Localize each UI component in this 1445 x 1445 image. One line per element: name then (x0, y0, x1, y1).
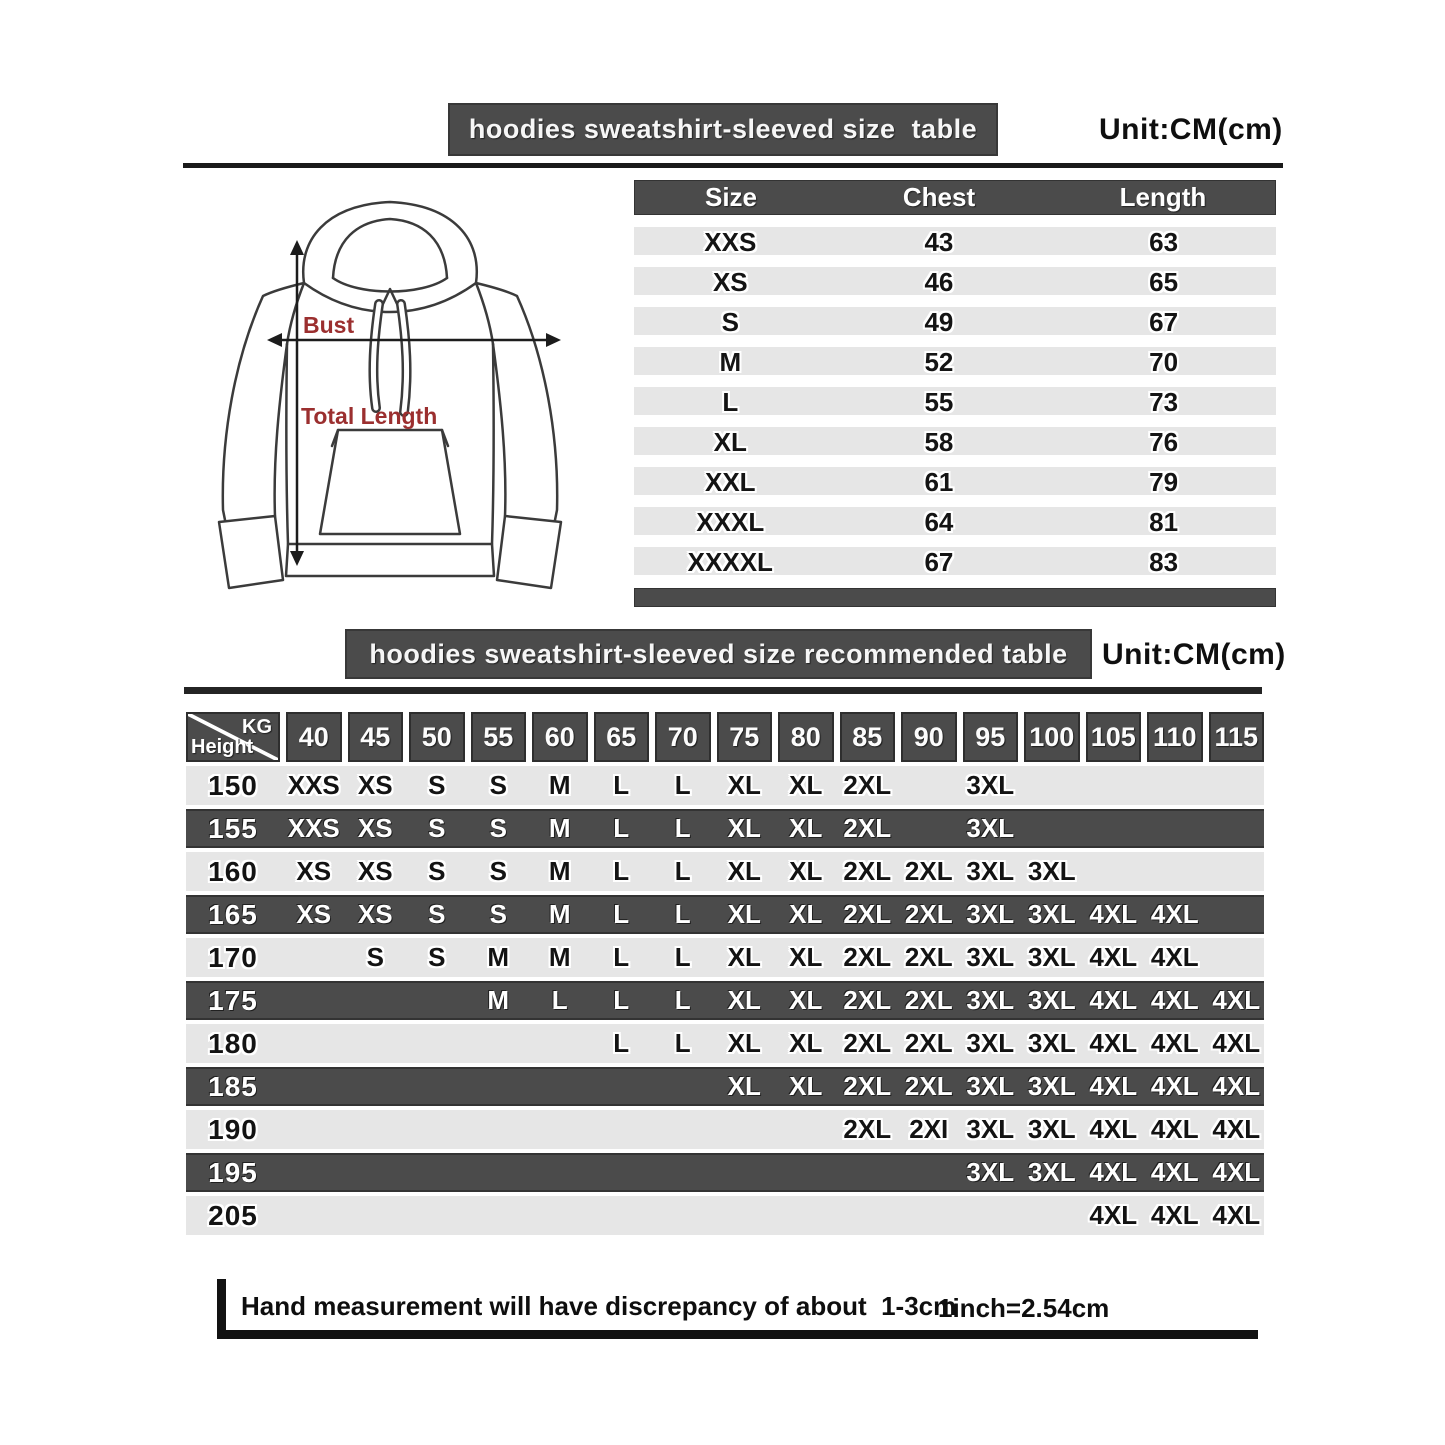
size-cell-size: S (721, 307, 739, 337)
size-recommendation-cell: S (428, 942, 446, 972)
size-cell-size: XXS (704, 227, 757, 257)
matrix-rows (186, 766, 1264, 1235)
size-cell-length: 81 (1149, 507, 1179, 537)
size-cell-chest: 64 (924, 507, 954, 537)
size-recommendation-cell: S (428, 899, 446, 929)
size-recommendation-cell: S (428, 856, 446, 886)
size-recommendation-cell: S (428, 813, 446, 843)
size-recommendation-cell: 2XL (843, 770, 892, 800)
height-label: 195 (208, 1156, 258, 1188)
size-recommendation-cell: 4XL (1089, 1200, 1138, 1230)
matrix-row (186, 1110, 1264, 1149)
size-recommendation-cell: 3XL (1027, 942, 1076, 972)
matrix-row (186, 809, 1264, 848)
size-cell-size: XXXXL (687, 547, 773, 577)
size-recommendation-cell: L (674, 899, 691, 929)
size-cell-chest: 49 (924, 307, 954, 337)
weight-header-cell: 105 (1086, 712, 1142, 762)
size-cell-length: 79 (1149, 467, 1179, 497)
size-cell-size: XL (713, 427, 747, 457)
matrix-row (186, 1024, 1264, 1063)
size-recommendation-cell: 3XL (1027, 856, 1076, 886)
size-recommendation-cell: L (674, 856, 691, 886)
size-recommendation-cell: 3XL (966, 813, 1015, 843)
column-header-size: Size (704, 182, 758, 212)
size-recommendation-cell: S (366, 942, 384, 972)
size-recommendation-cell: 3XL (966, 899, 1015, 929)
size-recommendation-cell: L (613, 1028, 630, 1058)
size-recommendation-cell: XS (357, 856, 393, 886)
weight-header-cell: 50 (409, 712, 465, 762)
weight-header-cell: 55 (471, 712, 527, 762)
size-table-row (634, 347, 1276, 375)
size-recommendation-cell: 4XL (1212, 1071, 1261, 1101)
height-label: 175 (208, 984, 258, 1016)
size-recommendation-cell: 3XL (966, 770, 1015, 800)
size-recommendation-cell: L (674, 813, 691, 843)
size-recommendation-cell: 4XL (1150, 1157, 1199, 1187)
recommended-size-matrix (186, 712, 1264, 1235)
size-recommendation-cell: XXS (287, 770, 340, 800)
size-recommendation-cell: L (674, 770, 691, 800)
size-table-header (634, 180, 1276, 215)
weight-header-cell: 100 (1024, 712, 1080, 762)
size-recommendation-cell: 3XL (1027, 985, 1076, 1015)
size-cell-length: 83 (1149, 547, 1179, 577)
size-recommendation-cell: 3XL (966, 942, 1015, 972)
weight-header-cell: 65 (594, 712, 650, 762)
size-recommendation-cell: XL (727, 813, 761, 843)
weight-header-cell: 85 (840, 712, 896, 762)
size-recommendation-cell: XS (296, 856, 332, 886)
size-table-row (634, 507, 1276, 535)
weight-header-cell: 40 (286, 712, 342, 762)
size-recommendation-cell: 4XL (1089, 1028, 1138, 1058)
size-table-title: hoodies sweatshirt-sleeved size table (468, 114, 978, 144)
size-table-row (634, 307, 1276, 335)
matrix-row (186, 766, 1264, 805)
size-recommendation-cell: XS (296, 899, 332, 929)
size-recommendation-cell: L (613, 770, 630, 800)
size-recommendation-cell: M (548, 770, 571, 800)
size-recommendation-cell: 4XL (1150, 899, 1199, 929)
size-recommendation-cell: 4XL (1150, 1028, 1199, 1058)
matrix-row (186, 1067, 1264, 1106)
size-cell-length: 70 (1149, 347, 1179, 377)
column-header-length: Length (1119, 182, 1207, 212)
size-recommendation-cell: XL (789, 899, 823, 929)
size-cell-chest: 43 (924, 227, 954, 257)
size-table-unit-label: Unit:CM(cm) (1099, 113, 1283, 146)
size-recommendation-cell: L (613, 942, 630, 972)
hoodie-drawstrings (373, 304, 406, 412)
size-recommendation-cell: XXS (287, 813, 340, 843)
size-cell-length: 76 (1149, 427, 1179, 457)
size-table-row (634, 467, 1276, 495)
size-recommendation-cell: 3XL (1027, 1028, 1076, 1058)
size-recommendation-cell: L (674, 985, 691, 1015)
recommended-table-title: hoodies sweatshirt-sleeved size recommended table (369, 638, 1068, 669)
weight-header-cell: 90 (901, 712, 957, 762)
size-recommendation-cell: 2XL (843, 1028, 892, 1058)
size-recommendation-cell: 2XL (904, 899, 953, 929)
size-cell-size: XXXL (696, 507, 765, 537)
hoodie-measurement-diagram (183, 188, 598, 624)
size-recommendation-cell: L (674, 1028, 691, 1058)
size-recommendation-cell: XL (727, 770, 761, 800)
size-table-row (634, 227, 1276, 255)
size-recommendation-cell: 4XL (1150, 1114, 1199, 1144)
size-recommendation-cell: S (489, 856, 507, 886)
size-recommendation-cell: XL (789, 813, 823, 843)
size-recommendation-cell: 4XL (1150, 1200, 1199, 1230)
footer-conversion: 1inch=2.54cm (938, 1293, 1110, 1323)
matrix-row (186, 895, 1264, 934)
size-cell-chest: 55 (924, 387, 954, 417)
size-recommendation-cell: XS (357, 770, 393, 800)
size-recommendation-cell: XS (357, 899, 393, 929)
size-recommendation-cell: 3XL (966, 1028, 1015, 1058)
size-table-title-bar (448, 103, 998, 156)
weight-header-cell: 70 (655, 712, 711, 762)
matrix-row (186, 981, 1264, 1020)
matrix-row (186, 1196, 1264, 1235)
size-recommendation-cell: L (613, 813, 630, 843)
size-cell-chest: 52 (924, 347, 954, 377)
size-recommendation-cell: 2XL (843, 899, 892, 929)
size-recommendation-cell: 2XL (843, 856, 892, 886)
size-table-row (634, 267, 1276, 295)
size-recommendation-cell: 3XL (1027, 1114, 1076, 1144)
size-recommendation-cell: 2XL (904, 1071, 953, 1101)
size-recommendation-cell: XS (357, 813, 393, 843)
size-table-footer-bar (634, 588, 1276, 607)
size-cell-chest: 61 (924, 467, 954, 497)
size-recommendation-cell: 4XL (1150, 985, 1199, 1015)
size-recommendation-cell: 4XL (1212, 1114, 1261, 1144)
corner-height-label: Height (191, 736, 254, 758)
size-recommendation-cell: 4XL (1089, 1157, 1138, 1187)
size-recommendation-cell: 2XL (904, 985, 953, 1015)
size-recommendation-cell: XL (727, 1071, 761, 1101)
height-label: 170 (208, 941, 258, 973)
size-cell-size: M (719, 347, 742, 377)
size-recommendation-cell: 3XL (966, 1114, 1015, 1144)
height-label: 165 (208, 898, 258, 930)
weight-header-cell: 60 (532, 712, 588, 762)
height-label: 160 (208, 855, 258, 887)
size-recommendation-cell: S (489, 899, 507, 929)
size-cell-size: XXL (705, 467, 756, 497)
size-recommendation-cell: XL (727, 985, 761, 1015)
size-recommendation-cell: 4XL (1212, 985, 1261, 1015)
recommended-table-unit-label: Unit:CM(cm) (1102, 638, 1286, 671)
size-recommendation-cell: XL (789, 1028, 823, 1058)
size-cell-chest: 58 (924, 427, 954, 457)
height-label: 180 (208, 1027, 258, 1059)
recommended-table-title-bar (345, 629, 1092, 679)
size-recommendation-cell: 3XL (1027, 899, 1076, 929)
size-cell-length: 65 (1149, 267, 1179, 297)
size-recommendation-cell: 4XL (1089, 899, 1138, 929)
weight-header-cell: 115 (1209, 712, 1265, 762)
size-recommendation-cell: 2XL (843, 985, 892, 1015)
size-cell-length: 67 (1149, 307, 1179, 337)
size-recommendation-cell: L (551, 985, 568, 1015)
matrix-row (186, 852, 1264, 891)
height-label: 150 (208, 769, 258, 801)
size-recommendation-cell: M (487, 942, 510, 972)
size-recommendation-cell: XL (789, 770, 823, 800)
weight-header-cell: 75 (717, 712, 773, 762)
size-recommendation-cell: 2XL (843, 1071, 892, 1101)
weight-header-cell: 110 (1147, 712, 1203, 762)
size-recommendation-cell: L (613, 856, 630, 886)
size-recommendation-cell: 3XL (1027, 1157, 1076, 1187)
divider-rule-middle (184, 687, 1262, 694)
size-cell-chest: 46 (924, 267, 954, 297)
matrix-corner-cell (186, 712, 280, 762)
size-recommendation-cell: 3XL (966, 1157, 1015, 1187)
size-cell-length: 73 (1149, 387, 1179, 417)
size-recommendation-cell: XL (727, 899, 761, 929)
size-recommendation-cell: 4XL (1150, 942, 1199, 972)
size-cell-length: 63 (1149, 227, 1179, 257)
size-recommendation-cell: 4XL (1089, 942, 1138, 972)
size-recommendation-cell: 4XL (1212, 1157, 1261, 1187)
size-recommendation-cell: M (548, 899, 571, 929)
size-recommendation-cell: XL (727, 856, 761, 886)
corner-kg-label: KG (242, 716, 272, 738)
weight-header-cell: 45 (348, 712, 404, 762)
height-label: 185 (208, 1070, 258, 1102)
footer-bottom-border (217, 1330, 1258, 1339)
size-recommendation-cell: XL (789, 985, 823, 1015)
size-recommendation-cell: 2XL (843, 813, 892, 843)
size-recommendation-cell: M (548, 813, 571, 843)
size-recommendation-cell: 4XL (1089, 1071, 1138, 1101)
size-recommendation-cell: 2XL (904, 1028, 953, 1058)
matrix-header-row (186, 712, 1264, 762)
size-recommendation-cell: M (548, 856, 571, 886)
size-recommendation-cell: S (489, 770, 507, 800)
size-recommendation-cell: 3XL (966, 985, 1015, 1015)
matrix-row (186, 1153, 1264, 1192)
size-recommendation-cell: XL (789, 1071, 823, 1101)
size-cell-size: XS (712, 267, 748, 297)
size-table-row (634, 427, 1276, 455)
size-recommendation-cell: XL (727, 1028, 761, 1058)
size-recommendation-cell: 4XL (1089, 985, 1138, 1015)
size-recommendation-cell: M (548, 942, 571, 972)
weight-header-cell: 95 (963, 712, 1019, 762)
size-cell-chest: 67 (924, 547, 954, 577)
size-table-rows (634, 227, 1276, 575)
size-cell-size: L (722, 387, 739, 417)
hoodie-outline (219, 202, 561, 588)
height-label: 190 (208, 1113, 258, 1145)
size-recommendation-cell: 2XL (904, 942, 953, 972)
size-recommendation-cell: 3XL (966, 1071, 1015, 1101)
size-recommendation-cell: S (428, 770, 446, 800)
weight-header-cell: 80 (778, 712, 834, 762)
size-recommendation-cell: 2XL (843, 1114, 892, 1144)
size-recommendation-cell: 4XL (1212, 1028, 1261, 1058)
size-recommendation-cell: 3XL (966, 856, 1015, 886)
size-recommendation-cell: M (487, 985, 510, 1015)
size-recommendation-cell: 4XL (1089, 1114, 1138, 1144)
divider-rule-top (183, 163, 1283, 168)
size-recommendation-cell: 4XL (1150, 1071, 1199, 1101)
size-recommendation-cell: 2XI (909, 1114, 949, 1144)
size-recommendation-cell: 2XL (843, 942, 892, 972)
matrix-row (186, 938, 1264, 977)
size-recommendation-cell: XL (789, 856, 823, 886)
total-length-label: Total Length (301, 403, 438, 429)
size-table-row (634, 387, 1276, 415)
size-recommendation-cell: L (613, 985, 630, 1015)
size-recommendation-cell: XL (789, 942, 823, 972)
size-recommendation-cell: XL (727, 942, 761, 972)
footer-note: Hand measurement will have discrepancy of about 1-3cm (241, 1291, 957, 1321)
bust-label: Bust (303, 312, 355, 338)
size-table-row (634, 547, 1276, 575)
size-recommendation-cell: 3XL (1027, 1071, 1076, 1101)
height-label: 155 (208, 812, 258, 844)
size-recommendation-cell: 4XL (1212, 1200, 1261, 1230)
size-recommendation-cell: L (674, 942, 691, 972)
size-recommendation-cell: L (613, 899, 630, 929)
size-table (634, 180, 1276, 607)
size-recommendation-cell: S (489, 813, 507, 843)
height-label: 205 (208, 1199, 258, 1231)
column-header-chest: Chest (902, 182, 976, 212)
size-recommendation-cell: 2XL (904, 856, 953, 886)
